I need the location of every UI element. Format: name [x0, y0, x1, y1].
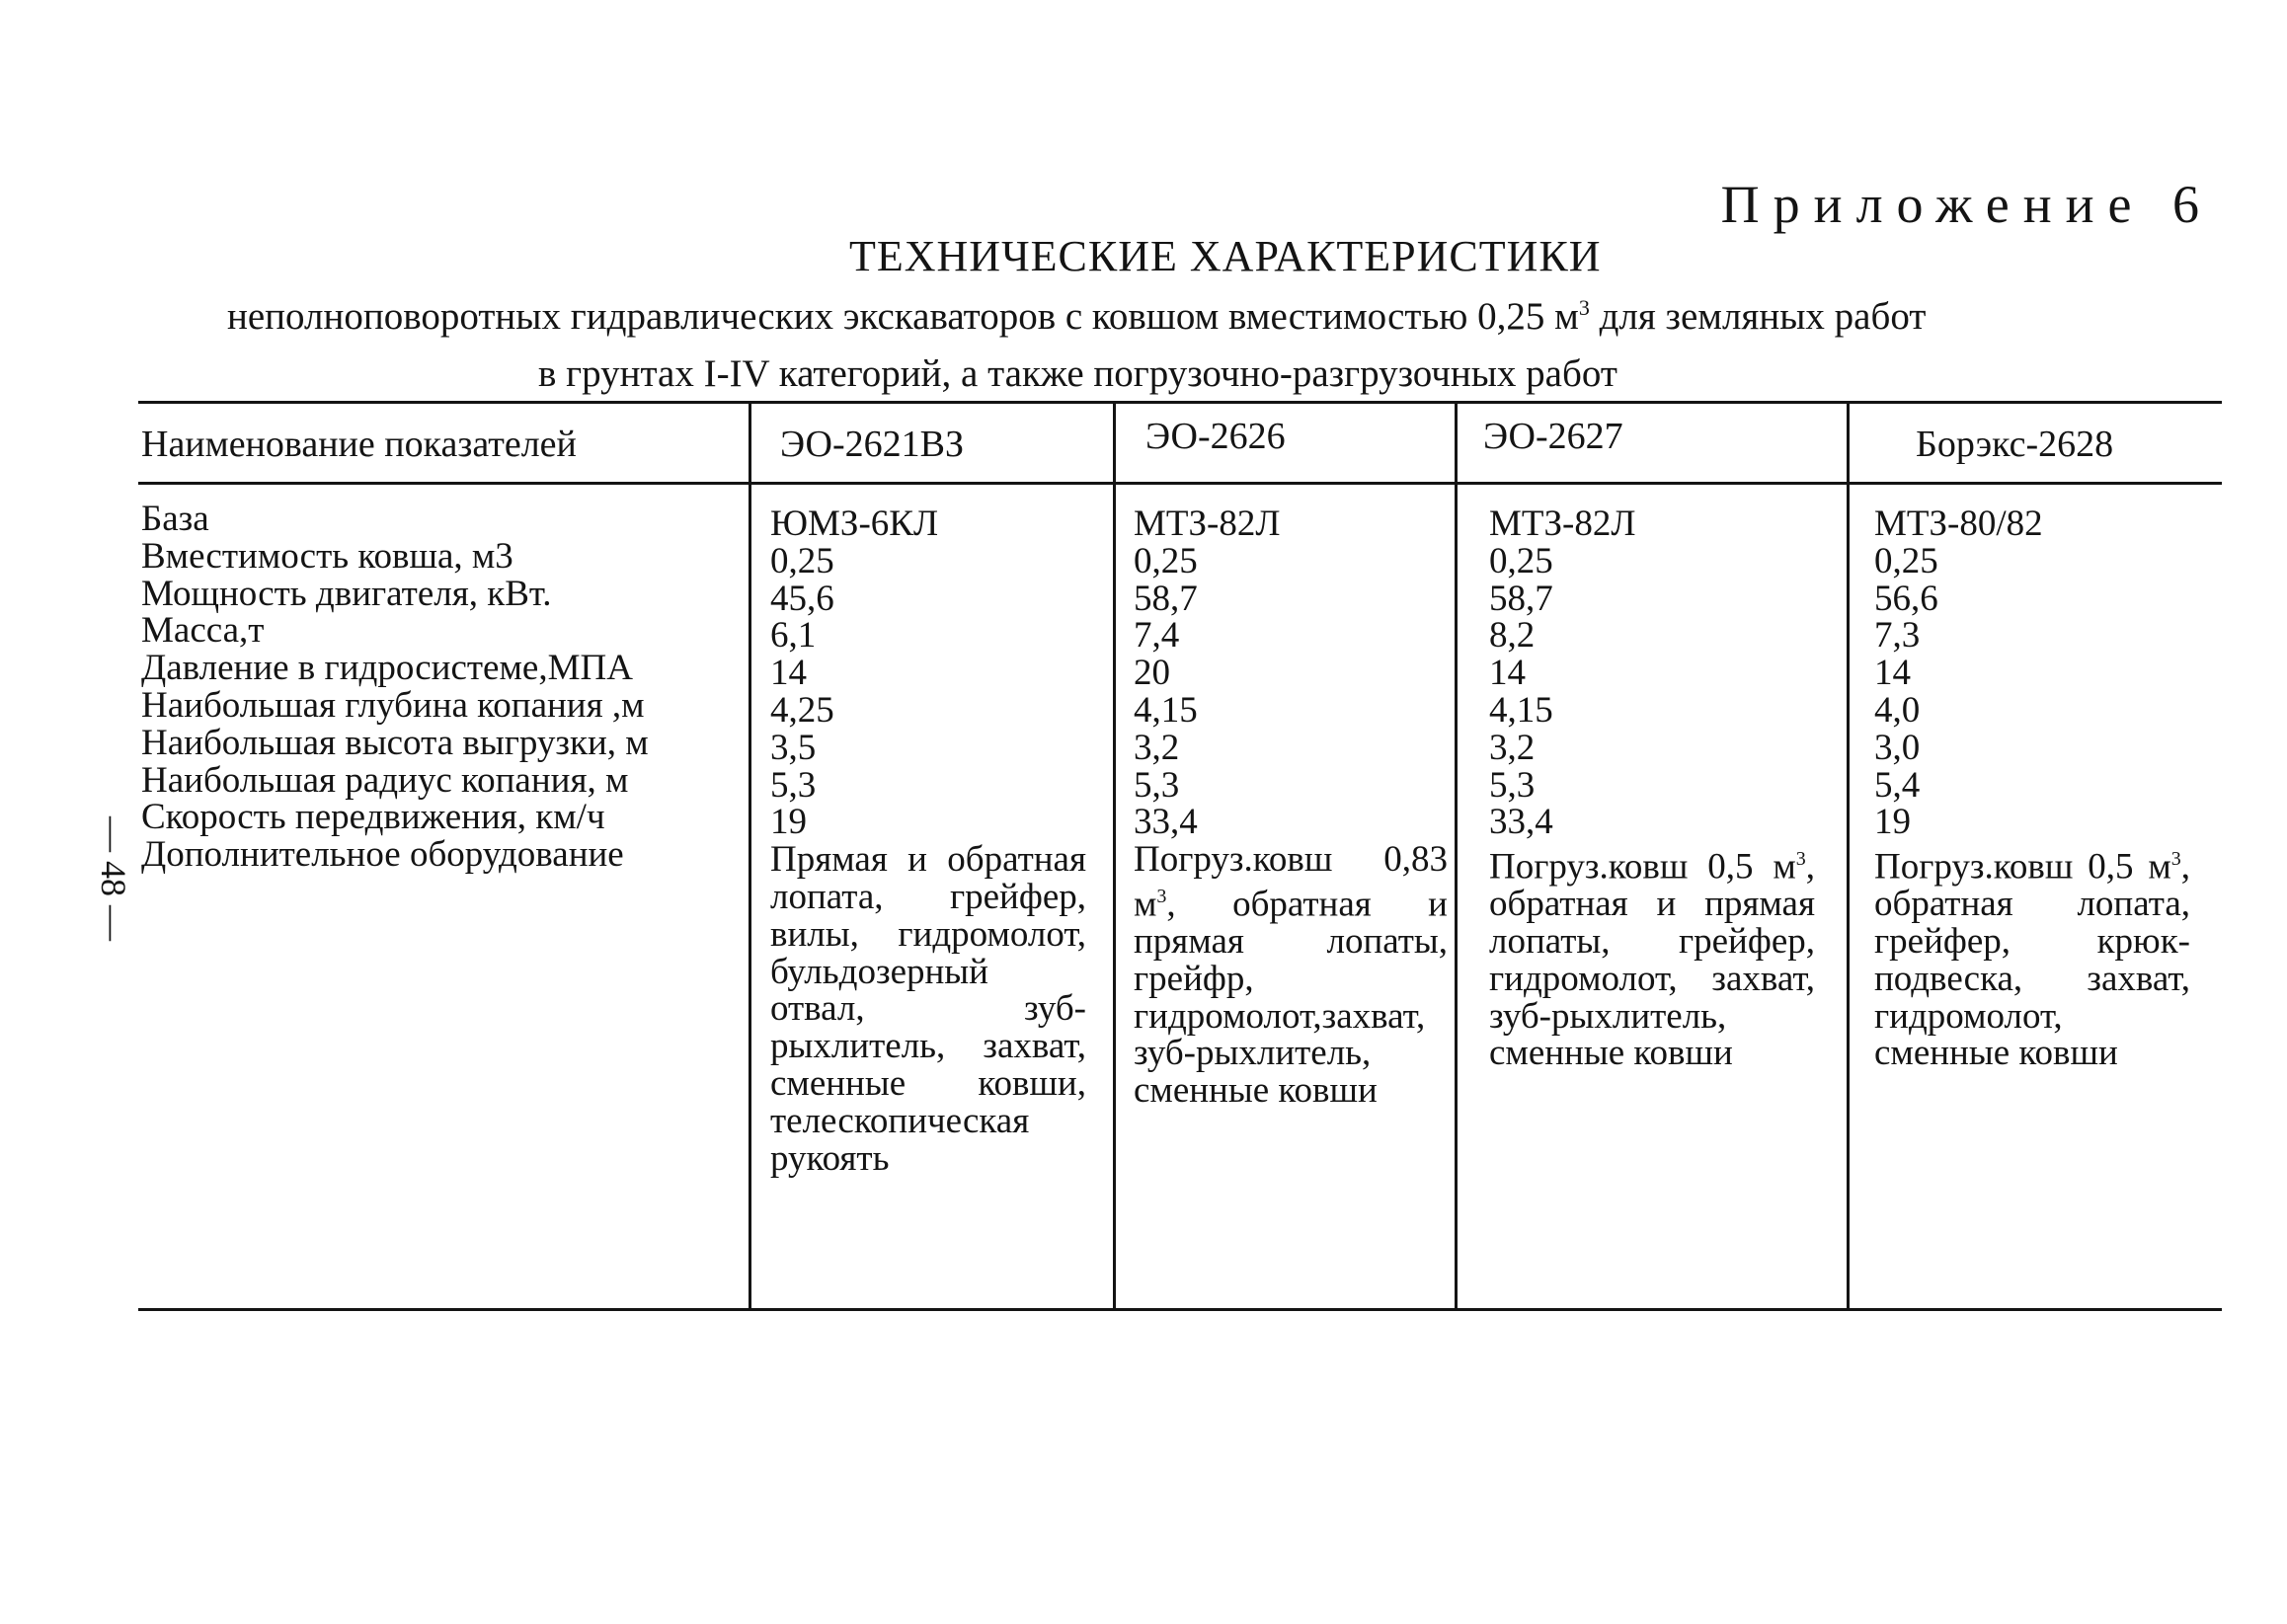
header-eo-2626: ЭО-2626 [1145, 416, 1286, 457]
value-engine-power: 45,6 [770, 578, 834, 619]
value-hydraulic-pressure: 14 [1489, 653, 1526, 694]
value-max-dig-depth: 4,15 [1134, 689, 1198, 731]
indicator-bucket-capacity: Вместимость ковша, м3 [141, 535, 513, 577]
value-travel-speed: 19 [1874, 802, 1911, 843]
value-engine-power: 58,7 [1489, 578, 1553, 619]
subtitle-line-1-tail: для земляных работ [1589, 295, 1927, 338]
value-max-dig-depth: 4,25 [770, 689, 834, 731]
equipment-text-tail: , обратная и прямая лопаты, грейфр, гидромолот,захват, зуб-рыхлитель, сменные ковши [1134, 884, 1448, 1112]
value-travel-speed: 19 [770, 802, 807, 843]
indicator-hydraulic-pressure: Давление в гидросистеме,МПА [141, 648, 633, 689]
value-hydraulic-pressure: 14 [1874, 653, 1911, 694]
value-max-dump-height: 3,2 [1134, 727, 1180, 768]
value-hydraulic-pressure: 20 [1134, 653, 1170, 694]
value-bucket-capacity: 0,25 [1134, 540, 1198, 581]
column-eo-2627 [1489, 505, 1815, 1072]
value-bucket-capacity: 0,25 [770, 540, 834, 581]
subtitle-line-1 [227, 294, 1926, 339]
value-max-dig-radius: 5,4 [1874, 764, 1921, 806]
value-max-dig-radius: 5,3 [1134, 764, 1180, 806]
indicator-base: База [141, 499, 209, 539]
value-mass: 8,2 [1489, 615, 1536, 657]
indicator-column [141, 501, 744, 874]
value-engine-power: 58,7 [1134, 578, 1198, 619]
header-eo-2621: ЭО-2621ВЗ [780, 424, 965, 465]
value-mass: 6,1 [770, 615, 817, 657]
table-bottom-rule [138, 1308, 2222, 1311]
header-eo-2627: ЭО-2627 [1483, 416, 1623, 457]
value-base: МТЗ-80/82 [1874, 503, 2043, 544]
page-number: — 48 — [94, 816, 133, 941]
value-mass: 7,3 [1874, 615, 1921, 657]
value-max-dig-radius: 5,3 [770, 764, 817, 806]
indicator-travel-speed: Скорость передвижения, км/ч [141, 797, 605, 838]
indicator-extra-equipment: Дополнительное оборудование [141, 834, 624, 876]
value-extra-equipment [1134, 841, 1448, 1110]
value-base: МТЗ-82Л [1134, 503, 1281, 544]
equipment-text: Погруз.ковш 0,83 м [1134, 839, 1448, 925]
value-max-dig-depth: 4,0 [1874, 689, 1921, 731]
value-base: МТЗ-82Л [1489, 503, 1636, 544]
column-eo-2626 [1134, 505, 1448, 1110]
header-boreks-2628: Борэкс-2628 [1916, 424, 2114, 465]
value-max-dig-depth: 4,15 [1489, 689, 1553, 731]
header-indicator: Наименование показателей [141, 424, 577, 465]
value-max-dump-height: 3,5 [770, 727, 817, 768]
value-extra-equipment: Прямая и обратная лопата, грейфер, вилы, гидромолот, бульдозерный отвал, зуб-рыхлитель, захват, сменные ковши, телескопическая рукоять [770, 839, 1086, 1179]
value-max-dig-radius: 5,3 [1489, 764, 1536, 806]
value-bucket-capacity: 0,25 [1874, 540, 1938, 581]
subtitle-line-1-text: неполноповоротных гидравлических экскаваторов с ковшом вместимостью 0,25 м [227, 295, 1579, 338]
value-bucket-capacity: 0,25 [1489, 540, 1553, 581]
value-base: ЮМЗ-6КЛ [770, 503, 939, 544]
column-boreks-2628 [1874, 505, 2190, 1072]
value-extra-equipment [1489, 841, 1815, 1072]
equipment-superscript: 3 [1795, 848, 1806, 871]
column-divider-3 [1455, 401, 1458, 1311]
column-eo-2621 [770, 505, 1086, 1177]
column-divider-2 [1113, 401, 1116, 1311]
value-travel-speed: 33,4 [1489, 802, 1553, 843]
indicator-max-dig-radius: Наибольшая радиус копания, м [141, 759, 629, 801]
value-travel-speed: 33,4 [1134, 802, 1198, 843]
value-extra-equipment [1874, 841, 2190, 1072]
value-max-dump-height: 3,0 [1874, 727, 1921, 768]
equipment-superscript: 3 [2170, 848, 2181, 871]
indicator-mass: Масса,т [141, 610, 265, 652]
indicator-max-dig-depth: Наибольшая глубина копания ,м [141, 684, 645, 726]
value-mass: 7,4 [1134, 615, 1180, 657]
appendix-label: Приложение 6 [1720, 175, 2213, 234]
equipment-text-tail: , обратная и прямая лопаты, грейфер, гидромолот, захват, зуб-рыхлитель, сменные ковши [1489, 846, 1815, 1074]
subtitle-superscript: 3 [1578, 295, 1590, 320]
equipment-text-tail: , обратная лопата, грейфер, крюк-подвеска, захват, гидромолот, сменные ковши [1874, 846, 2190, 1074]
equipment-text: Погруз.ковш 0,5 м [1489, 846, 1796, 888]
subtitle-line-2: в грунтах I-IV категорий, а также погрузочно-разгрузочных работ [538, 352, 1617, 395]
indicator-max-dump-height: Наибольшая высота выгрузки, м [141, 722, 649, 763]
column-divider-1 [749, 401, 751, 1311]
equipment-text: Погруз.ковш 0,5 м [1874, 846, 2171, 888]
value-hydraulic-pressure: 14 [770, 653, 807, 694]
value-max-dump-height: 3,2 [1489, 727, 1536, 768]
value-engine-power: 56,6 [1874, 578, 1938, 619]
equipment-superscript: 3 [1156, 885, 1167, 907]
document-title: ТЕХНИЧЕСКИЕ ХАРАКТЕРИСТИКИ [849, 232, 1602, 280]
indicator-engine-power: Мощность двигателя, кВт. [141, 573, 552, 614]
column-divider-4 [1847, 401, 1850, 1311]
